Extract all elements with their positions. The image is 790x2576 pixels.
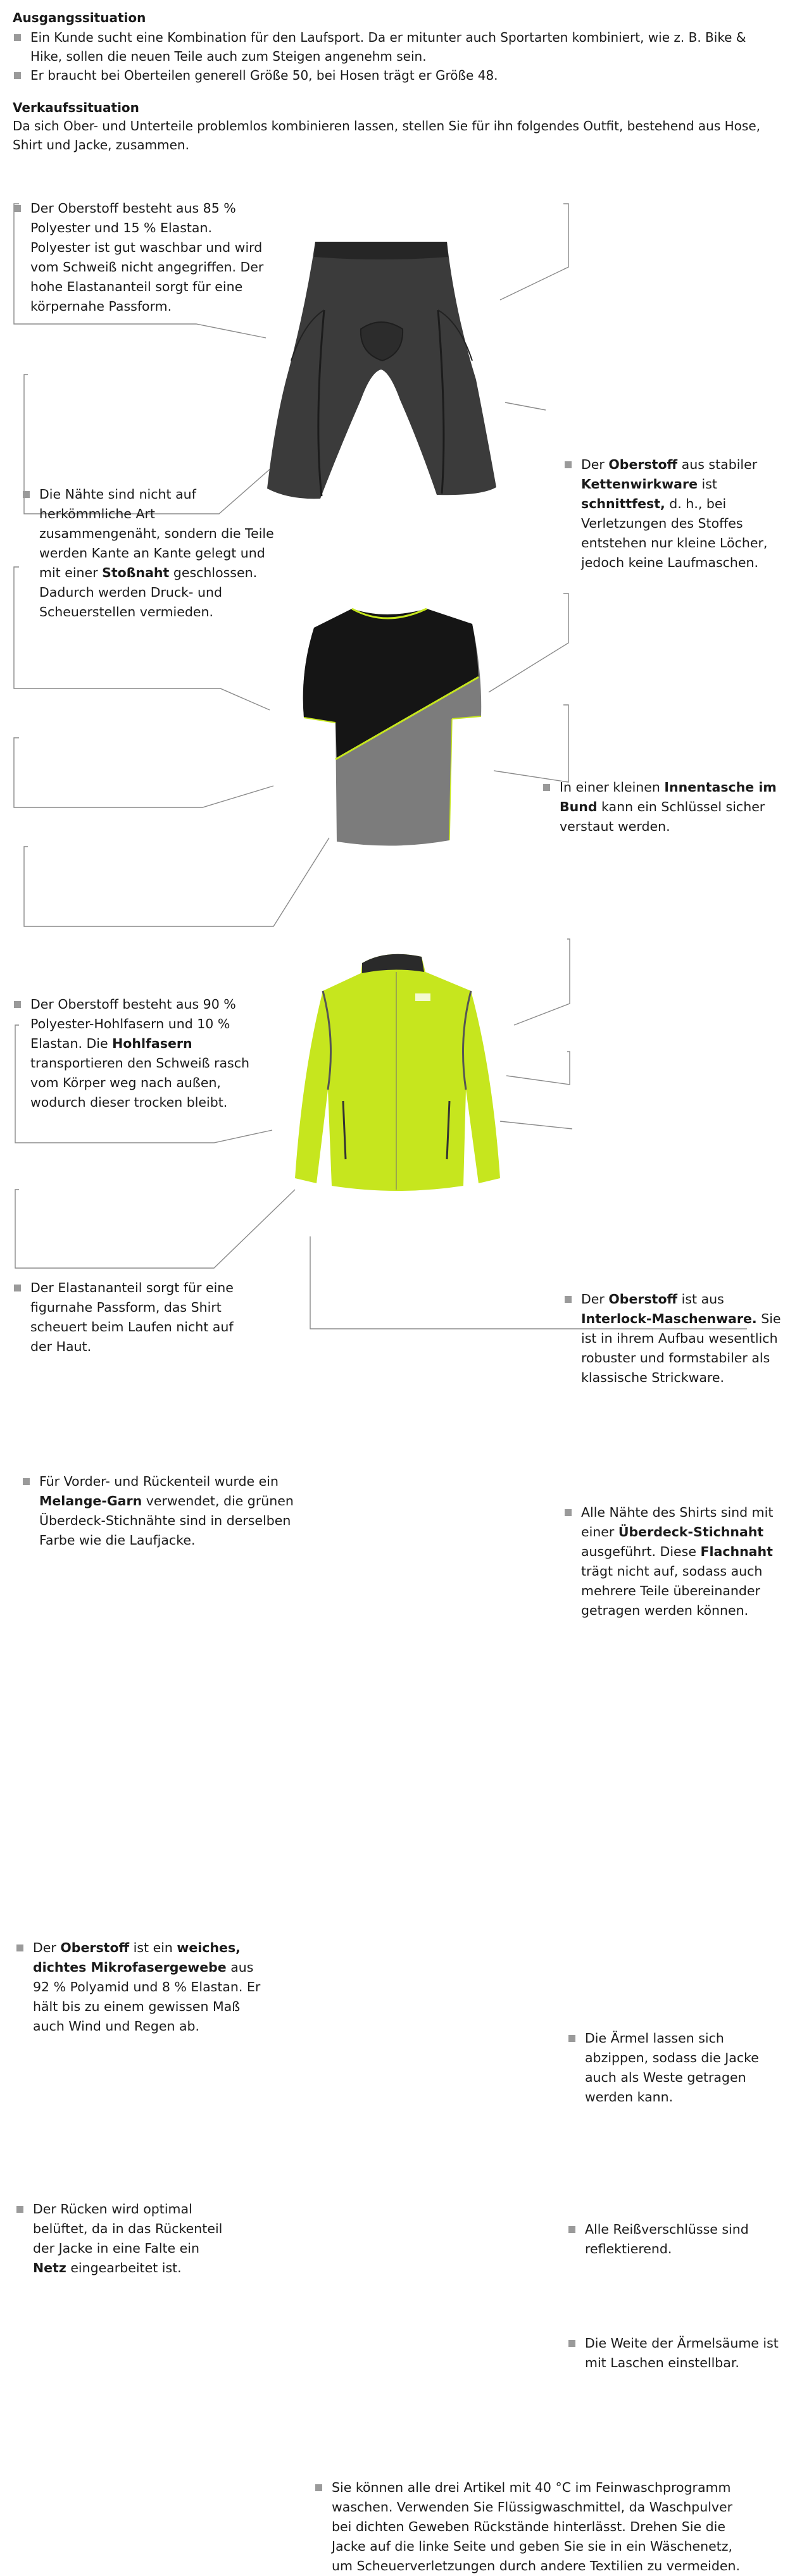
note-bold: Interlock-Maschenware. — [581, 1311, 757, 1326]
note-text: Sie ist in ihrem Aufbau wesentlich robuster und formstabiler als klassische Strickware. — [581, 1311, 781, 1385]
shorts-note-seams — [22, 485, 280, 622]
shirt-note-fabric — [13, 995, 271, 1112]
bullet-square-icon — [16, 1944, 23, 1951]
bullet-square-icon — [565, 461, 572, 468]
bullet-square-icon — [315, 2484, 322, 2491]
note-bold: Überdeck-Stichnaht — [618, 1524, 764, 1540]
shorts-note-outer-fabric — [563, 455, 784, 573]
note-text: transportieren den Schweiß rasch vom Körper weg nach außen, wodurch dieser trocken bleibt. — [30, 1055, 249, 1110]
intro-paragraph: Da sich Ober- und Unterteile problemlos kombinieren lassen, stellen Sie für ihn folgendes Outfit, bestehend aus Hose, Shirt und Jacke, zusammen. — [13, 118, 760, 152]
bullet-square-icon — [14, 205, 21, 212]
jacket-note-sleeves — [567, 2029, 787, 2107]
intro-bullet-text: Ein Kunde sucht eine Kombination für den Laufsport. Da er mitunter auch Sportarten kombiniert, wie z. B. Bike & Hike, sollen die neuen Teile auch zum Steigen angenehm sein. — [30, 30, 746, 64]
intro-bullet-text: Er braucht bei Oberteilen generell Größe 50, bei Hosen trägt er Größe 48. — [30, 68, 498, 83]
shirt-note-elastan — [13, 1278, 239, 1357]
note-text: Die Nähte sind nicht auf herkömmliche Art zusammengenäht, sondern die Teile werden Kante an Kante gelegt und mit einer — [39, 487, 274, 580]
note-text: Der Oberstoff besteht aus 85 % Polyester und 15 % Elastan. Polyester ist gut waschbar und wird vom Schweiß nicht angegriffen. Der hohe Elastananteil sorgt für eine körpernahe Passform. — [30, 201, 264, 314]
heading-verkaufssituation: Verkaufssituation — [13, 100, 139, 115]
note-text: aus stabiler — [677, 457, 758, 472]
heading-ausgangssituation: Ausgangssituation — [13, 10, 146, 25]
note-text: In einer kleinen — [560, 780, 665, 795]
note-text: ist — [698, 476, 717, 492]
note-text: Der — [581, 457, 609, 472]
jacket-note-back — [15, 2200, 235, 2278]
note-text: Der Rücken wird optimal belüftet, da in das Rückenteil der Jacke in eine Falte ein — [33, 2201, 223, 2256]
note-text: Alle Reißverschlüsse sind reflektierend. — [585, 2222, 749, 2256]
note-bold: Oberstoff — [60, 1940, 130, 1955]
jacket-note-zippers — [567, 2220, 787, 2259]
jacket-note-cuffs — [567, 2334, 787, 2373]
note-bold: Innentasche im Bund — [560, 780, 777, 814]
note-text: verwendet, die grünen Überdeck-Stichnähte sind in derselben Farbe wie die Laufjacke. — [39, 1493, 294, 1548]
bullet-square-icon — [568, 2226, 575, 2233]
shirt-image — [291, 602, 494, 856]
shorts-image — [253, 234, 519, 519]
note-text: d. h., bei Verletzungen des Stoffes entstehen nur kleine Löcher, jedoch keine Laufmaschen. — [581, 496, 768, 570]
note-bold: schnittfest, — [581, 496, 665, 511]
note-text: ist ein — [129, 1940, 177, 1955]
shirt-note-interlock — [563, 1290, 790, 1388]
note-bold: Kettenwirkware — [581, 476, 698, 492]
shorts-note-pocket — [542, 778, 787, 837]
bullet-square-icon — [14, 1001, 21, 1008]
note-text: Sie können alle drei Artikel mit 40 °C im Feinwaschprogramm waschen. Verwenden Sie Flüssigwaschmittel, da Waschpulver bei dichten Geweben Rückstände hinterlässt. Drehen Sie die Jacke auf die linke Seite und geben Sie sie in ein Wäschenetz, um Scheuerverletzungen durch andere Textilien zu vermeiden. — [332, 2480, 741, 2573]
bullet-square-icon — [568, 2035, 575, 2042]
bullet-square-icon — [565, 1296, 572, 1303]
bullet-square-icon — [568, 2340, 575, 2347]
note-bold: Stoßnaht — [102, 565, 170, 580]
note-text: Die Ärmel lassen sich abzippen, sodass die Jacke auch als Weste getragen werden kann. — [585, 2031, 759, 2105]
note-bold: weiches, dichtes Mikrofasergewebe — [33, 1940, 241, 1975]
note-bold: Netz — [33, 2260, 66, 2275]
note-text: Der Elastananteil sorgt für eine figurnahe Passform, das Shirt scheuert beim Laufen nicht auf der Haut. — [30, 1280, 234, 1354]
note-text: Der — [33, 1940, 61, 1955]
note-bold: Oberstoff — [608, 1291, 678, 1307]
note-bold: Oberstoff — [608, 457, 678, 472]
note-text: trägt nicht auf, sodass auch mehrere Teile übereinander getragen werden können. — [581, 1564, 763, 1618]
bullet-square-icon — [14, 1285, 21, 1291]
note-text: geschlossen. Dadurch werden Druck- und Scheuerstellen vermieden. — [39, 565, 258, 619]
bullet-square-icon — [23, 1478, 30, 1485]
note-text: ausgeführt. Diese — [581, 1544, 701, 1559]
note-text: ist aus — [677, 1291, 724, 1307]
shirt-note-melange — [22, 1472, 305, 1550]
note-bold: Flachnaht — [700, 1544, 773, 1559]
note-text: Die Weite der Ärmelsäume ist mit Laschen einstellbar. — [585, 2336, 779, 2370]
note-text: Für Vorder- und Rückenteil wurde ein — [39, 1474, 279, 1489]
jacket-note-fabric — [15, 1938, 261, 2036]
bullet-square-icon — [23, 491, 30, 498]
bullet-square-icon — [543, 784, 550, 791]
note-text: eingearbeitet ist. — [66, 2260, 182, 2275]
note-bold: Hohlfasern — [112, 1036, 192, 1051]
shorts-note-fabric — [13, 199, 271, 316]
note-text: Der — [581, 1291, 609, 1307]
shirt-note-seams — [563, 1503, 790, 1621]
jacket-image — [291, 944, 500, 1197]
bullet-square-icon — [16, 2206, 23, 2213]
note-bold: Melange-Garn — [39, 1493, 142, 1509]
note-text: Der Oberstoff besteht aus 90 % Polyester-Hohlfasern und 10 % Elastan. Die — [30, 997, 236, 1051]
note-text: aus 92 % Polyamid und 8 % Elastan. Er hält bis zu einem gewissen Maß auch Wind und Regen ab. — [33, 1960, 261, 2034]
note-text: kann ein Schlüssel sicher verstaut werden. — [560, 799, 765, 834]
note-text: Alle Nähte des Shirts sind mit einer — [581, 1505, 774, 1540]
washing-note — [314, 2478, 749, 2576]
bullet-square-icon — [565, 1509, 572, 1516]
